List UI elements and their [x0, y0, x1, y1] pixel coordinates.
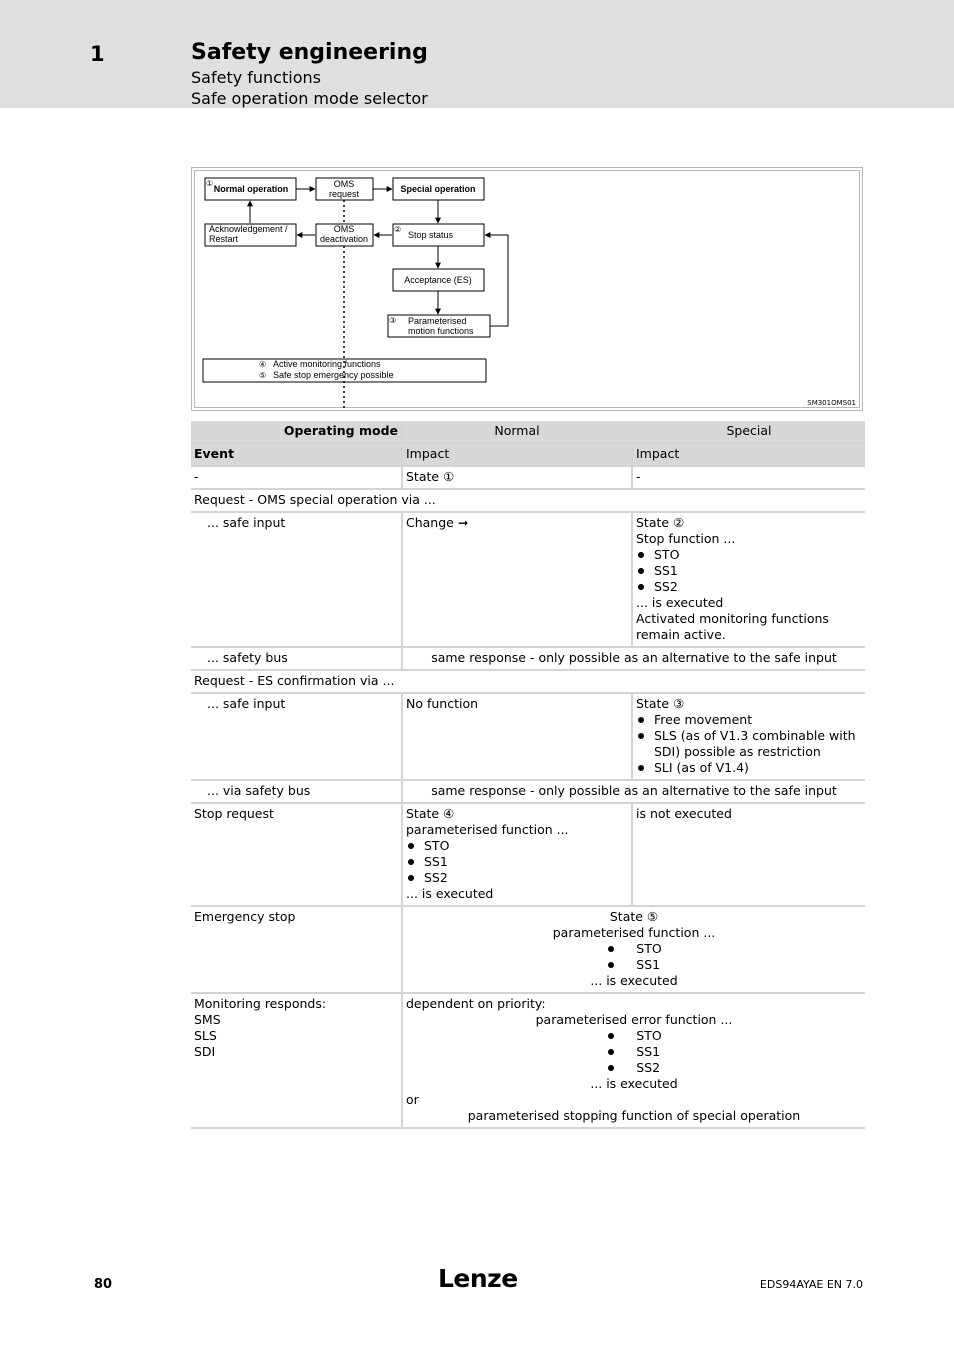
num-3: ③: [389, 316, 397, 325]
header-impact-normal: Impact: [402, 443, 632, 466]
table-row: Stop request State ④ parameterised function ... STO SS1 SS2 ... is executed is not executed: [191, 803, 865, 906]
svg-text:Active monitoring functions: Active monitoring functions: [273, 359, 381, 369]
label-normal-operation: Normal operation: [213, 184, 289, 194]
svg-text:Acknowledgement /: Acknowledgement /: [209, 224, 288, 234]
svg-text:Safe stop emergency possible: Safe stop emergency possible: [273, 370, 394, 380]
table-row: Monitoring responds: SMS SLS SDI dependent on priority: parameterised error function ... STO SS1 SS2 ... is executed or parameterised stopping function of special operation: [191, 993, 865, 1128]
svg-text:Stop status: Stop status: [408, 230, 454, 240]
list-item: STO: [406, 838, 628, 854]
num-5: ⑤: [259, 371, 267, 380]
list-item: SS1: [606, 957, 661, 973]
num-1: ①: [206, 179, 214, 188]
figure-id: SM301OMS01: [807, 399, 856, 407]
label-special-operation: Special operation: [400, 184, 476, 194]
list-item: SS2: [606, 1060, 661, 1076]
header-normal: Normal: [402, 421, 632, 443]
list-item: STO: [636, 547, 862, 563]
list-item: SS1: [606, 1044, 661, 1060]
document-id: EDS94AYAE EN 7.0: [759, 1278, 863, 1291]
svg-text:Restart: Restart: [209, 234, 239, 244]
page-subtitle: Safety functions: [191, 68, 321, 87]
list-item: SLS (as of V1.3 combinable with SDI) possible as restriction: [636, 728, 862, 760]
svg-text:motion functions: motion functions: [408, 326, 474, 336]
list-item: SS1: [406, 854, 628, 870]
page-header: [0, 0, 954, 108]
list-item: Free movement: [636, 712, 862, 728]
list-item: STO: [606, 1028, 661, 1044]
table-row: - State ① -: [191, 466, 865, 489]
list-item: SS2: [636, 579, 862, 595]
list-item: SS2: [406, 870, 628, 886]
header-operating-mode: Operating mode: [191, 421, 402, 443]
header-impact-special: Impact: [632, 443, 865, 466]
header-special: Special: [632, 421, 865, 443]
svg-text:OMS: OMS: [333, 224, 355, 234]
table-row: Emergency stop State ⑤ parameterised function ... STO SS1 ... is executed: [191, 906, 865, 993]
chapter-number: 1: [90, 42, 105, 66]
page-number: 80: [94, 1277, 113, 1292]
table-row: ... via safety bus same response - only possible as an alternative to the safe input: [191, 780, 865, 803]
list-item: STO: [606, 941, 661, 957]
table-header-row: [191, 421, 865, 443]
list-item: SS1: [636, 563, 862, 579]
num-2: ②: [394, 225, 402, 234]
svg-text:Acceptance (ES): Acceptance (ES): [404, 275, 472, 285]
num-4: ④: [259, 360, 267, 369]
table-row: ... safe input No function State ③ Free movement SLS (as of V1.3 combinable with SDI) possible as restriction SLI (as of V1.4): [191, 693, 865, 780]
svg-text:deactivation: deactivation: [319, 234, 369, 244]
oms-state-diagram: [191, 167, 863, 411]
oms-impact-table: [191, 421, 865, 1129]
svg-text:request: request: [328, 189, 360, 199]
header-event: Event: [191, 443, 402, 466]
table-row: ... safe input Change ➞ State ② Stop function ... STO SS1 SS2 ... is executed Activated monitoring functions remain active.: [191, 512, 865, 647]
page-subtitle-2: Safe operation mode selector: [191, 89, 428, 108]
page-title: Safety engineering: [191, 40, 428, 65]
svg-text:OMS: OMS: [333, 179, 355, 189]
list-item: SLI (as of V1.4): [636, 760, 862, 776]
table-row: ... safety bus same response - only possible as an alternative to the safe input: [191, 647, 865, 670]
svg-text:Parameterised: Parameterised: [408, 316, 467, 326]
lenze-logo: Lenze: [438, 1264, 518, 1293]
table-section-row: Request - OMS special operation via ...: [191, 489, 865, 512]
table-section-row: Request - ES confirmation via ...: [191, 670, 865, 693]
table-subheader-row: [191, 443, 865, 466]
